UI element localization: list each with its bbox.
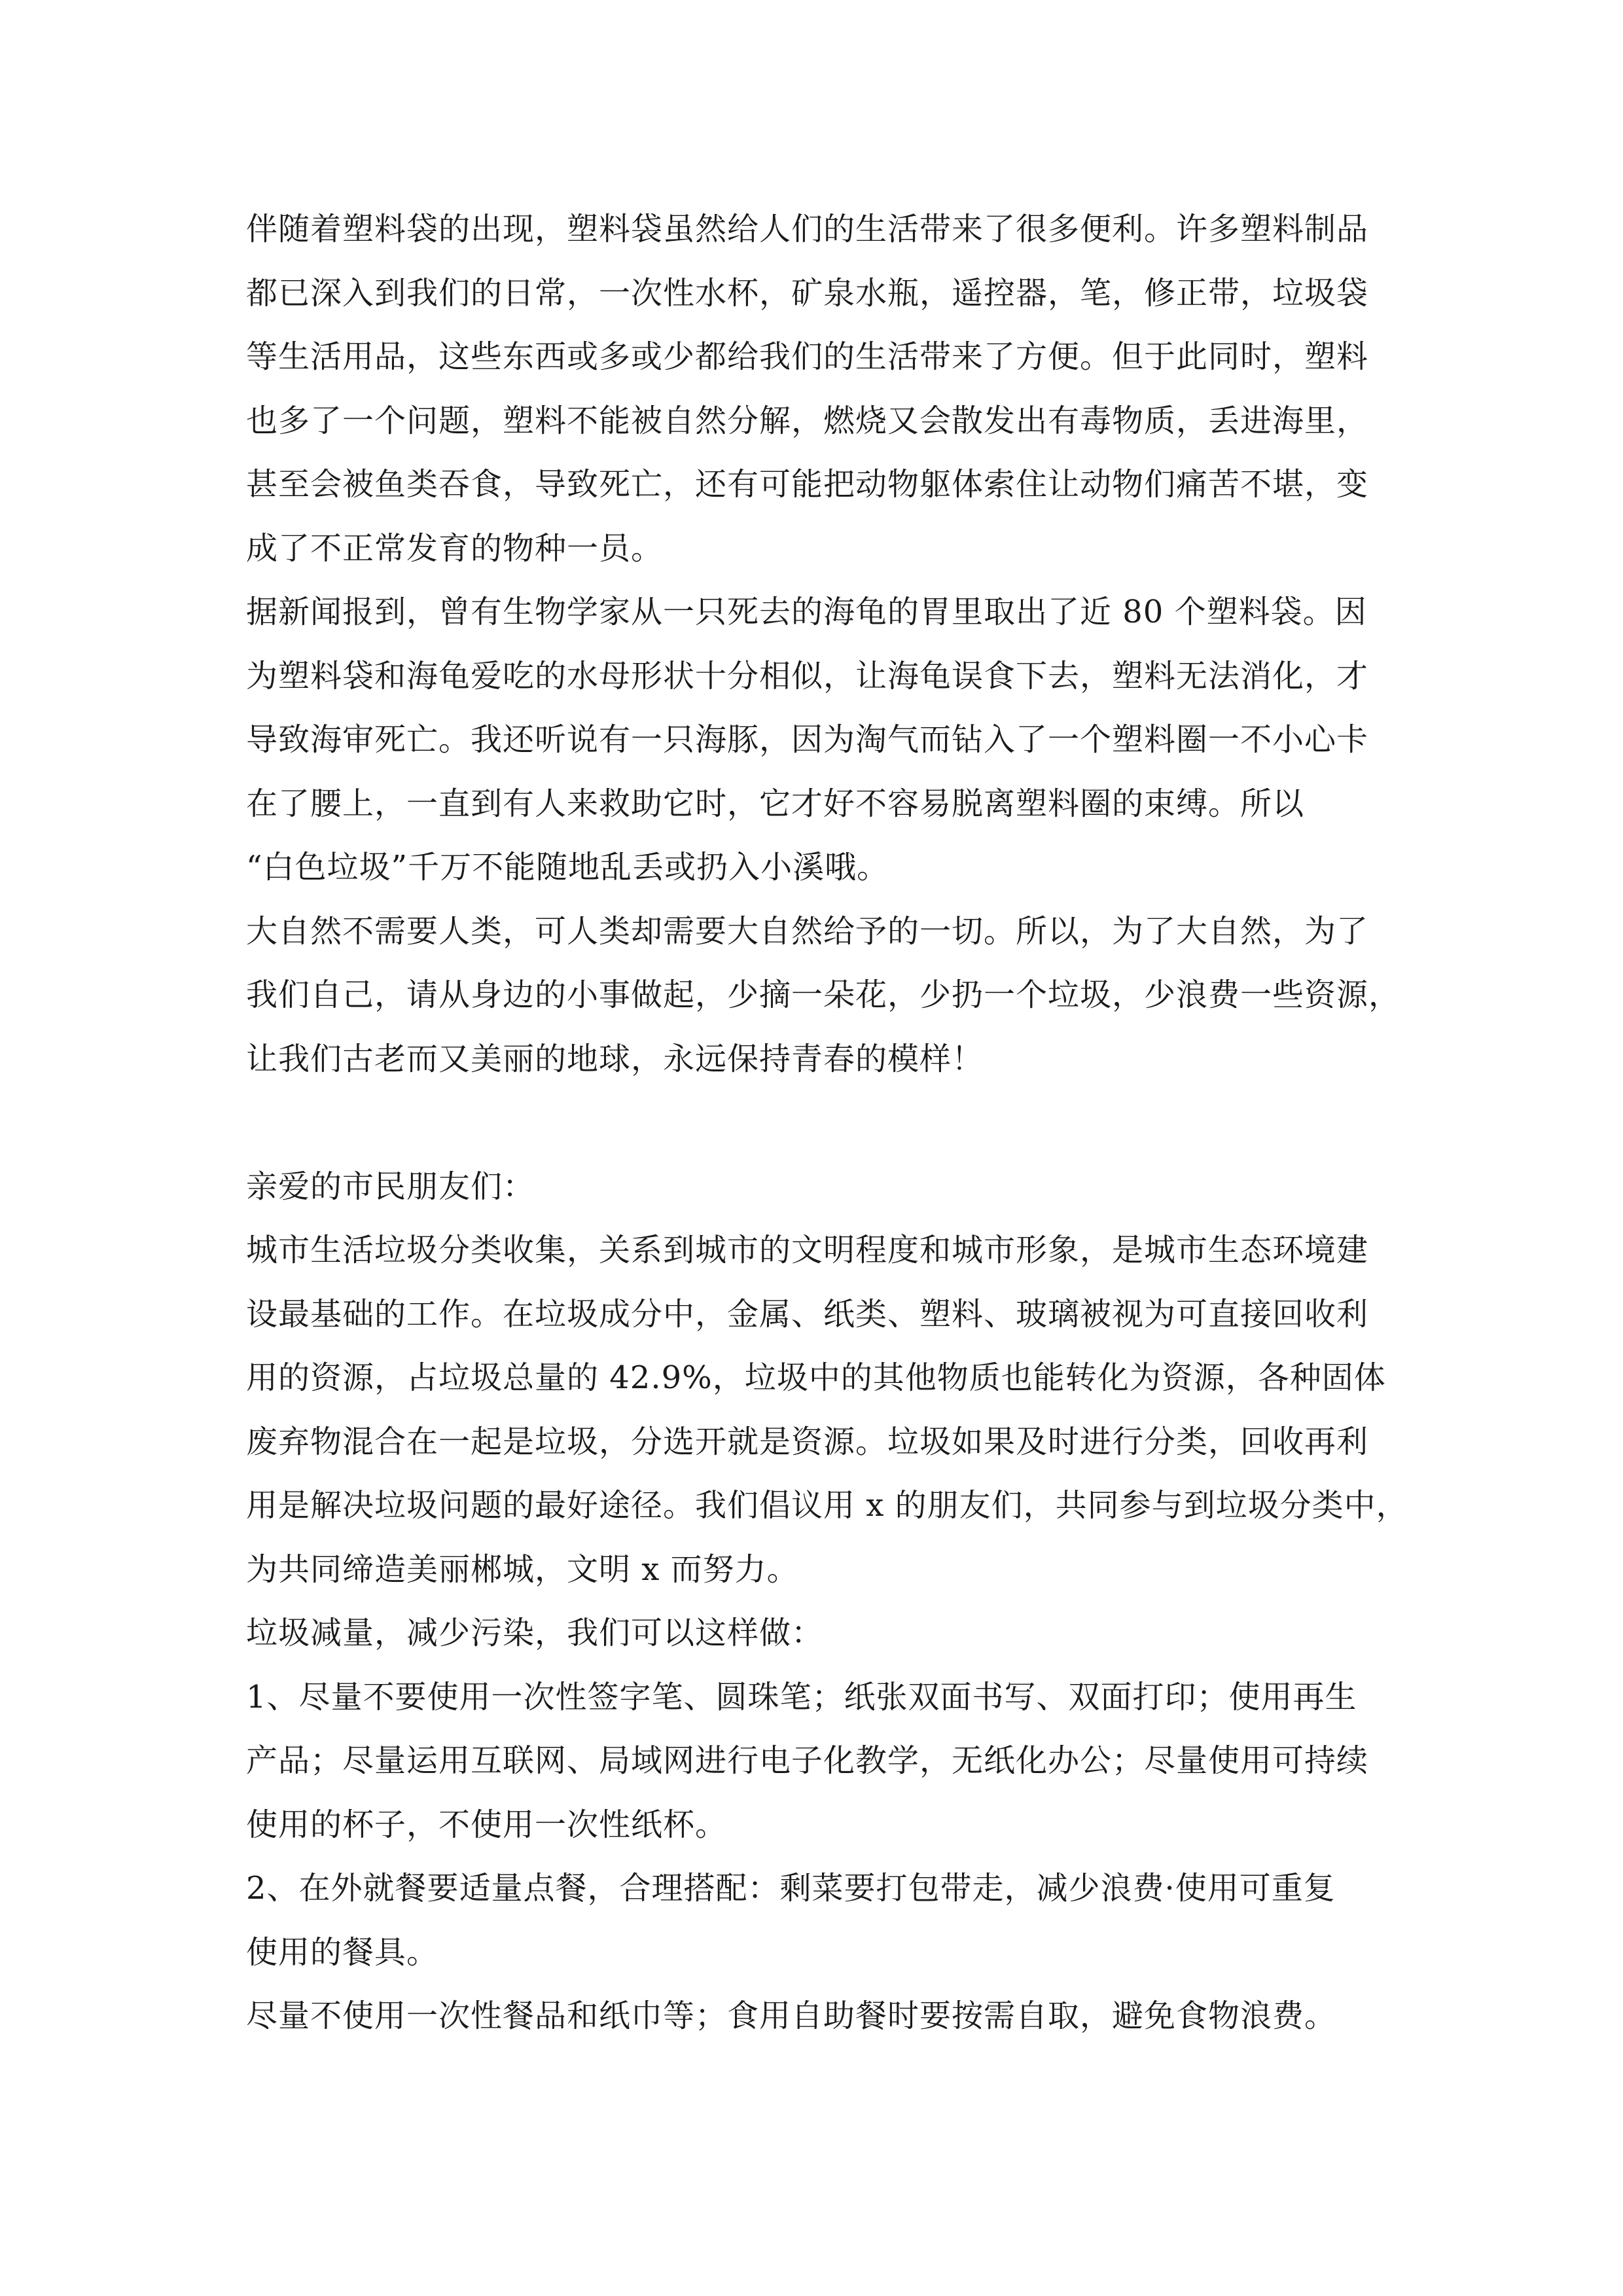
list-item-line: 使用的餐具。 — [246, 1933, 439, 1971]
paragraph-line: 我们自己，请从身边的小事做起，少摘一朵花，少扔一个垃圾，少浪费一些资源， — [246, 977, 1401, 1013]
paragraph-line: 导致海审死亡。我还听说有一只海豚，因为淘气而钻入了一个塑料圈一不小心卡 — [246, 721, 1369, 758]
paragraph-line: 等生活用品，这些东西或多或少都给我们的生活带来了方便。但于此同时，塑料 — [246, 338, 1369, 375]
paragraph-line: 让我们古老而又美丽的地球，永远保持青春的模样！ — [246, 1040, 984, 1077]
proposal-section — [246, 1155, 1418, 2049]
paragraph-line: 也多了一个问题，塑料不能被自然分解，燃烧又会散发出有毒物质，丢进海里， — [246, 402, 1369, 439]
paragraph-line: 甚至会被鱼类吞食，导致死亡，还有可能把动物躯体索住让动物们痛苦不堪，变 — [246, 466, 1369, 503]
paragraph-line: 成了不正常发育的物种一员。 — [246, 529, 664, 567]
paragraph-line: 用是解决垃圾问题的最好途径。我们倡议用 x 的朋友们，共同参与到垃圾分类中， — [246, 1487, 1408, 1524]
paragraph-line: 为塑料袋和海龟爱吃的水母形状十分相似，让海龟误食下去，塑料无法消化，才 — [246, 657, 1369, 694]
paragraph-line: 都已深入到我们的日常，一次性水杯，矿泉水瓶，遥控器，笔，修正带，垃圾袋 — [246, 274, 1369, 312]
list-item-line: 产品；尽量运用互联网、局域网进行电子化教学，无纸化办公；尽量使用可持续 — [246, 1742, 1369, 1779]
paragraph-line: 伴随着塑料袋的出现，塑料袋虽然给人们的生活带来了很多便利。许多塑料制品 — [246, 211, 1369, 247]
paragraph-line: 废弃物混合在一起是垃圾，分选开就是资源。垃圾如果及时进行分类，回收再利 — [246, 1423, 1369, 1460]
document-body — [246, 198, 1418, 2049]
essay-section — [246, 198, 1418, 1091]
paragraph-line: 据新闻报到，曾有生物学家从一只死去的海龟的胃里取出了近 80 个塑料袋。因 — [246, 594, 1367, 630]
list-item-line: 1、尽量不要使用一次性签字笔、圆珠笔；纸张双面书写、双面打印；使用再生 — [246, 1678, 1357, 1715]
list-item-line: 使用的杯子，不使用一次性纸杯。 — [246, 1806, 728, 1843]
paragraph-line: 城市生活垃圾分类收集，关系到城市的文明程度和城市形象，是城市生态环境建 — [246, 1232, 1369, 1268]
paragraph-line: 在了腰上，一直到有人来救助它时，它才好不容易脱离塑料圈的束缚。所以 — [246, 785, 1305, 822]
paragraph-line: 尽量不使用一次性餐品和纸巾等；食用自助餐时要按需自取，避免食物浪费。 — [246, 1998, 1337, 2034]
paragraph-line: 为共同缔造美丽郴城，文明 x 而努力。 — [246, 1551, 799, 1588]
salutation: 亲爱的市民朋友们： — [246, 1168, 535, 1205]
paragraph-line: 大自然不需要人类，可人类却需要大自然给予的一切。所以，为了大自然，为了 — [246, 912, 1369, 950]
section-gap — [246, 1091, 1418, 1155]
paragraph-line: 设最基础的工作。在垃圾成分中，金属、纸类、塑料、玻璃被视为可直接回收利 — [246, 1295, 1369, 1333]
paragraph-line: “白色垃圾”千万不能随地乱丢或扔入小溪哦。 — [246, 849, 889, 886]
paragraph-line: 垃圾减量，减少污染，我们可以这样做： — [246, 1615, 824, 1651]
paragraph-line: 用的资源，占垃圾总量的 42.9%，垃圾中的其他物质也能转化为资源，各种固体 — [246, 1359, 1386, 1396]
list-item-line: 2、在外就餐要适量点餐，合理搭配：剩菜要打包带走，减少浪费·使用可重复 — [246, 1870, 1336, 1907]
